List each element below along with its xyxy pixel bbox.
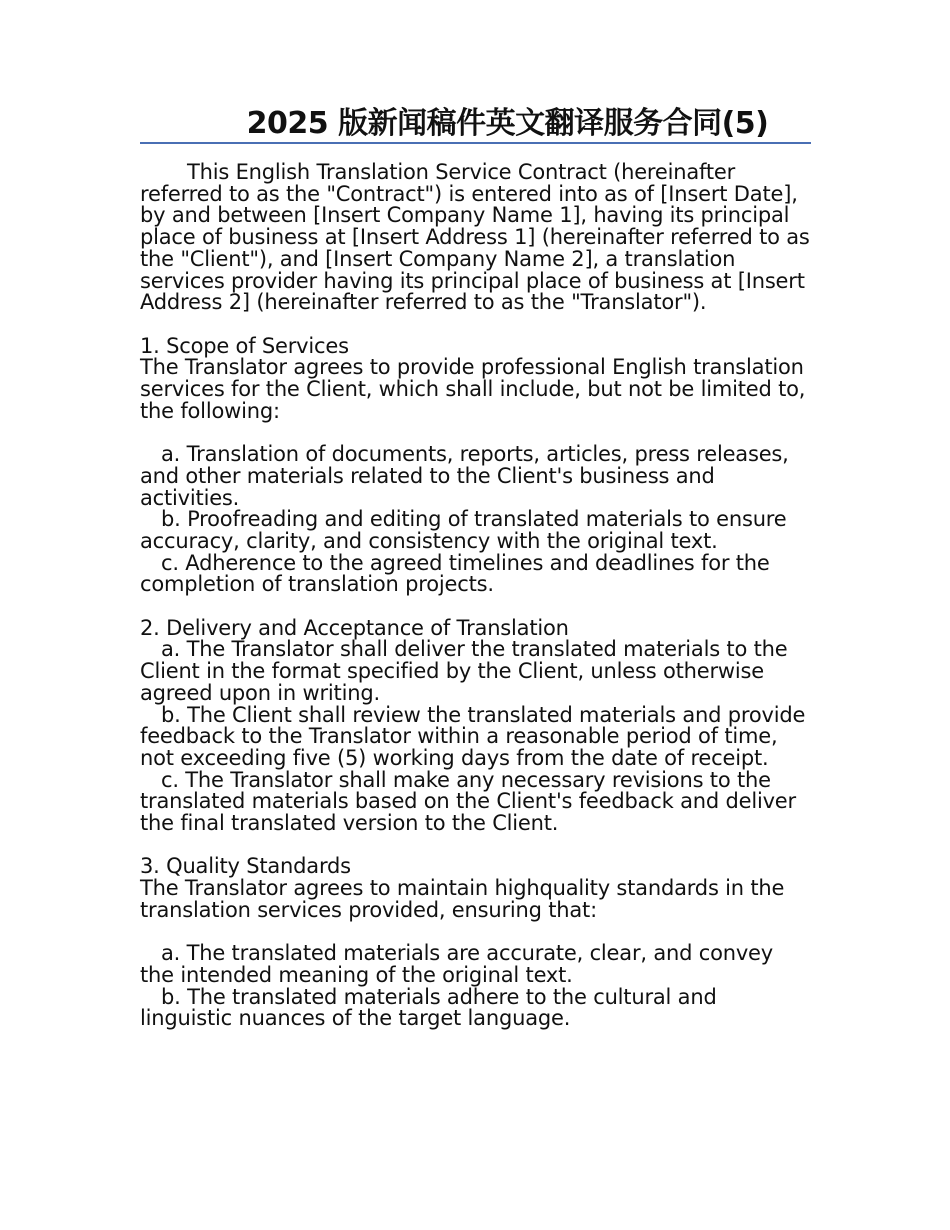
section-scope-of-services	[140, 333, 811, 597]
document-title: 2025 版新闻稿件英文翻译服务合同(5)	[246, 106, 769, 141]
paragraph-gap	[140, 314, 811, 336]
section-quality-standards	[140, 856, 811, 1030]
paragraph-gap	[140, 835, 811, 857]
paragraph-gap	[140, 922, 811, 944]
section-heading: 2. Delivery and Acceptance of Translation	[140, 615, 569, 640]
intro-paragraph: This English Translation Service Contract (hereinafter referred to as the "Contract") is entered into as of [Insert Date], by and between [Insert Company Name 1], having its principal place of business at [Insert Address 1] (hereinafter referred to as the "Client"), and [Insert Company Name 2], a translation services provider having its principal place of business at [Insert Address 2] (hereinafter referred to as the "Translator").	[140, 160, 810, 315]
section-heading: 1. Scope of Services	[140, 333, 349, 358]
list-item: b. The translated materials adhere to the cultural and linguistic nuances of the target language.	[140, 984, 717, 1031]
list-item: b. The Client shall review the translated materials and provide feedback to the Translator within a reasonable period of time, not exceeding five (5) working days from the date of receipt.	[140, 702, 806, 770]
section-lead: The Translator agrees to maintain highquality standards in the translation services provided, ensuring that:	[140, 876, 785, 922]
list-item: a. Translation of documents, reports, articles, press releases, and other materials related to the Client's business and activities.	[140, 442, 789, 510]
list-item: b. Proofreading and editing of translated materials to ensure accuracy, clarity, and consistency with the original text.	[140, 507, 787, 553]
section-heading: 3. Quality Standards	[140, 854, 351, 879]
list-item: a. The translated materials are accurate, clear, and convey the intended meaning of the original text.	[140, 941, 773, 987]
paragraph-gap	[140, 422, 811, 444]
document-page	[140, 104, 811, 1030]
list-item: c. Adherence to the agreed timelines and deadlines for the completion of translation projects.	[140, 550, 770, 597]
list-item: a. The Translator shall deliver the translated materials to the Client in the format specified by the Client, unless otherwise agreed upon in writing.	[140, 637, 788, 705]
section-lead: The Translator agrees to provide professional English translation services for the Client, which shall include, but not be limited to, the following:	[140, 355, 806, 423]
list-item: c. The Translator shall make any necessary revisions to the translated materials based on the Client's feedback and deliver the final translated version to the Client.	[140, 767, 796, 836]
document-body	[140, 162, 811, 1030]
section-delivery-and-acceptance	[140, 615, 811, 836]
paragraph-gap	[140, 596, 811, 618]
